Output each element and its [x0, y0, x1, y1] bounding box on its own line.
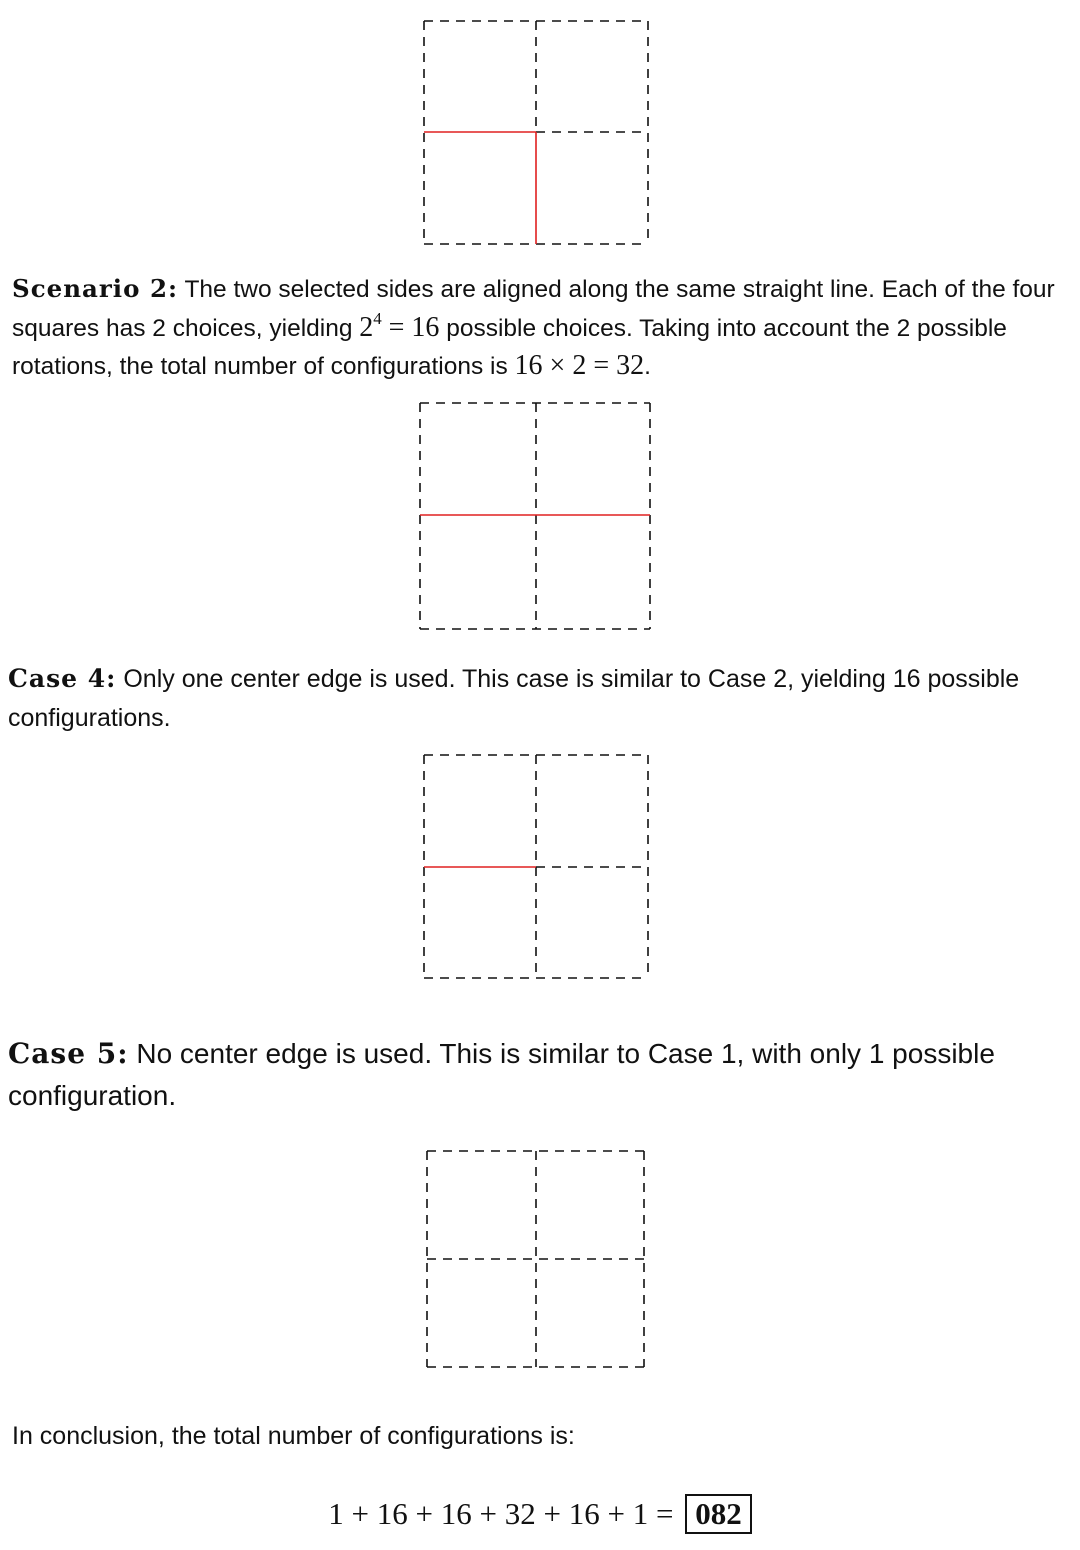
conclusion-paragraph — [12, 1418, 575, 1456]
rotation-product: 16 × 2 = 32 — [514, 350, 645, 381]
final-equation — [0, 1492, 1080, 1536]
case-4-label: Case 4: — [8, 664, 117, 693]
case-4-text: Only one center edge is used. This case is similar to Case 2, yielding 16 possible configurations. — [8, 665, 1020, 732]
scenario-2-paragraph — [12, 270, 1072, 386]
scenario-2-label: Scenario 2: — [12, 274, 179, 303]
case-5-text: No center edge is used. This is similar to Case 1, with only 1 possible configuration. — [8, 1038, 995, 1111]
scenario-2-figure — [416, 398, 656, 634]
case-5-label: Case 5: — [8, 1037, 129, 1070]
case-4-figure — [420, 750, 652, 984]
power-result: = 16 — [388, 311, 440, 343]
scenario-2-text-part1: The two selected sides are aligned along the same straight line. Each of the four squares has 2 choices, yielding — [12, 276, 1055, 342]
conclusion-text: In conclusion, the total number of configurations is: — [12, 1422, 575, 1450]
power-exponent: 4 — [373, 308, 382, 328]
sentence-end: . — [644, 353, 651, 380]
boxed-answer: 082 — [685, 1494, 752, 1534]
case-5-figure — [422, 1146, 650, 1374]
power-base: 2 — [359, 311, 374, 343]
case-5-paragraph — [8, 1033, 1074, 1117]
scenario-1-figure — [420, 16, 652, 250]
case-4-paragraph — [8, 659, 1074, 738]
scenario-2-text-part2: possible choices. Taking into account the 2 possible rotations, the total number of configurations is — [12, 314, 1007, 380]
sum-expression: 1 + 16 + 16 + 32 + 16 + 1 = — [328, 1496, 674, 1531]
